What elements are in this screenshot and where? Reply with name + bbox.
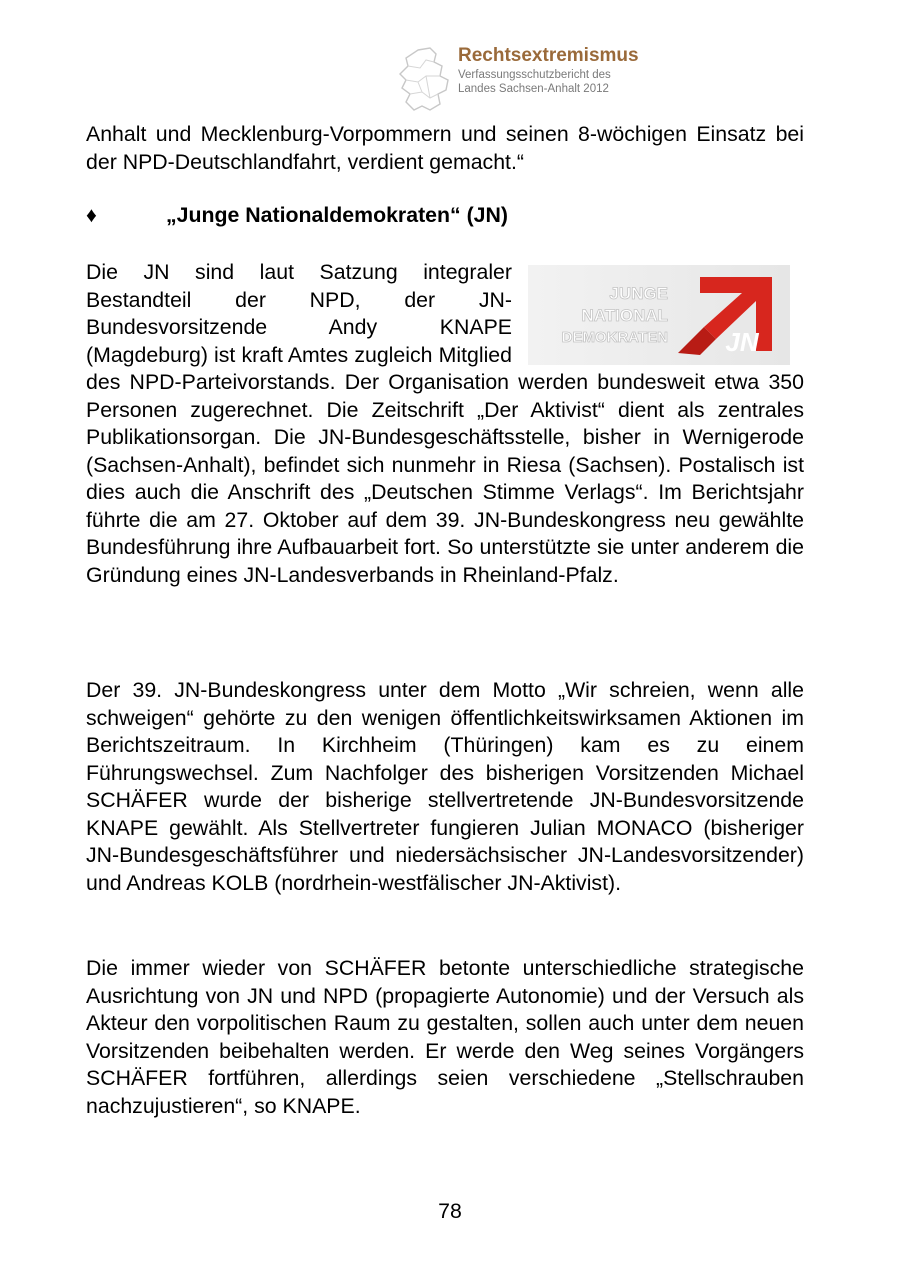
paragraph-schaefer: Die immer wieder von SCHÄFER betonte unterschiedliche strategische Ausrichtung von JN und NPD (propagierte Autonomie) und der Versuch als Akteur den vorpolitischen Raum zu gestalten, sollen auch unter dem neuen Vorsitzenden beibehalten werden. Er werde den Weg seines Vorgängers SCHÄFER fortführen, allerdings seien verschiedene „Stellschrauben nachzujustieren“, so KNAPE. — [86, 956, 804, 1118]
jn-badge-text: JN — [725, 327, 759, 357]
header-title: Rechtsextremismus — [458, 45, 639, 66]
section-heading-text: „Junge Nationaldemokraten“ (JN) — [166, 203, 508, 227]
logo-text-line1: JUNGE — [609, 284, 668, 303]
paragraph-bundeskongress: Der 39. JN-Bundeskongress unter dem Motto „Wir schreien, wenn alle schweigen“ gehörte zu den wenigen öffentlichkeitswirksamen Aktionen im Berichtszeitraum. In Kirchheim (Thüringen) kam es zu einem Führungswechsel. Zum Nachfolger des bisherigen Vorsitzenden Michael SCHÄFER wurde der bisherige stellvertretende JN-Bundesvorsitzende KNAPE gewählt. Als Stellvertreter fungieren Julian MONACO (bisheriger JN-Bundesgeschäftsführer und niedersächsischer JN-Landesvorsitzender) und Andreas KOLB (nordrhein-westfälischer JN-Aktivist). — [86, 678, 804, 895]
page-header — [396, 44, 696, 116]
saxony-anhalt-map-icon — [396, 46, 456, 114]
logo-text-line3: DEMOKRATEN — [561, 329, 668, 346]
header-subtitle-line1: Verfassungsschutzbericht des — [458, 69, 611, 81]
intro-paragraph: Anhalt und Mecklenburg-Vorpommern und seinen 8-wöchigen Einsatz bei der NPD-Deutschlandfahrt, verdient gemacht.“ — [86, 122, 804, 174]
logo-text-line2: NATIONAL — [581, 306, 668, 325]
header-subtitle-line2: Landes Sachsen-Anhalt 2012 — [458, 83, 609, 95]
page-number: 78 — [438, 1199, 462, 1223]
paragraph-jn — [86, 259, 804, 589]
diamond-bullet-icon: ♦ — [86, 203, 97, 227]
jn-logo-image — [528, 265, 790, 365]
paragraph-jn-text: Die JN sind laut Satzung integraler Bestandteil der NPD, der JN-Bundesvorsitzende Andy KNAPE (Magdeburg) ist kraft Amtes zugleich Mitglied des NPD-Parteivorstands. Der Organisation werden bundesweit etwa 350 Personen zugerechnet. Die Zeitschrift „Der Aktivist“ dient als zentrales Publikationsorgan. Die JN-Bundesgeschäftsstelle, bisher in Wernigerode (Sachsen-Anhalt), befindet sich nunmehr in Riesa (Sachsen). Postalisch ist dies auch die Anschrift des „Deutschen Stimme Verlags“. Im Berichtsjahr führte die am 27. Oktober auf dem 39. JN-Bundeskongress neu gewählte Bundesführung ihre Aufbauarbeit fort. So unterstützte sie unter anderem die Gründung eines JN-Landesverbands in Rheinland-Pfalz. — [86, 260, 804, 587]
